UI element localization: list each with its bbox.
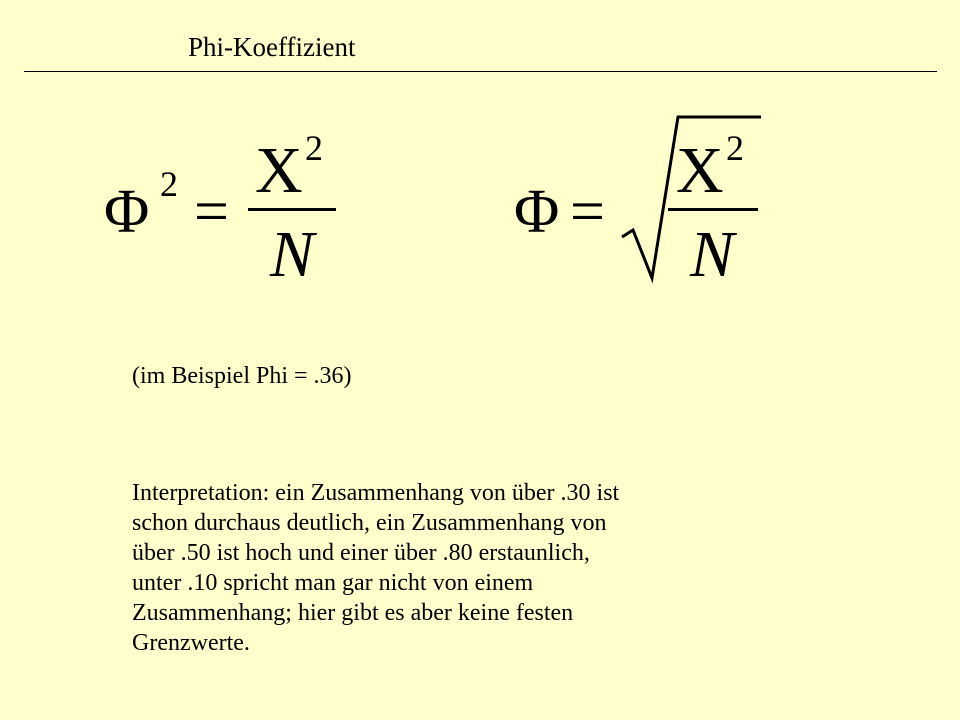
interpretation-line: Interpretation: ein Zusammenhang von über .30 ist (132, 480, 620, 506)
formula-left-denominator: N (270, 218, 315, 291)
formula-left-phi-exponent: 2 (160, 164, 178, 204)
formula-right-equals: = (570, 178, 605, 246)
formula-left-numerator: X (255, 134, 303, 207)
interpretation-line: Grenzwerte. (132, 630, 250, 656)
interpretation-line: Zusammenhang; hier gibt es aber keine festen (132, 600, 574, 626)
formula-right-fraction-bar (668, 208, 758, 211)
slide-title: Phi-Koeffizient (188, 32, 356, 62)
interpretation-line: schon durchaus deutlich, ein Zusammenhang von (132, 510, 607, 536)
formula-right-numerator: X (676, 134, 724, 207)
formula-right-denominator: N (690, 218, 735, 291)
formula-left-numerator-exponent: 2 (305, 128, 323, 168)
interpretation-paragraph (132, 478, 832, 658)
formula-left-equals: = (194, 178, 229, 246)
formula-right-numerator-exponent: 2 (726, 128, 744, 168)
formula-left-phi: Φ (104, 178, 150, 246)
formula-left-fraction-bar (248, 208, 336, 211)
formula-right-phi: Φ (514, 178, 560, 246)
example-value: (im Beispiel Phi = .36) (132, 363, 352, 389)
interpretation-line: über .50 ist hoch und einer über .80 erstaunlich, (132, 540, 590, 566)
interpretation-line: unter .10 spricht man gar nicht von einem (132, 570, 534, 596)
